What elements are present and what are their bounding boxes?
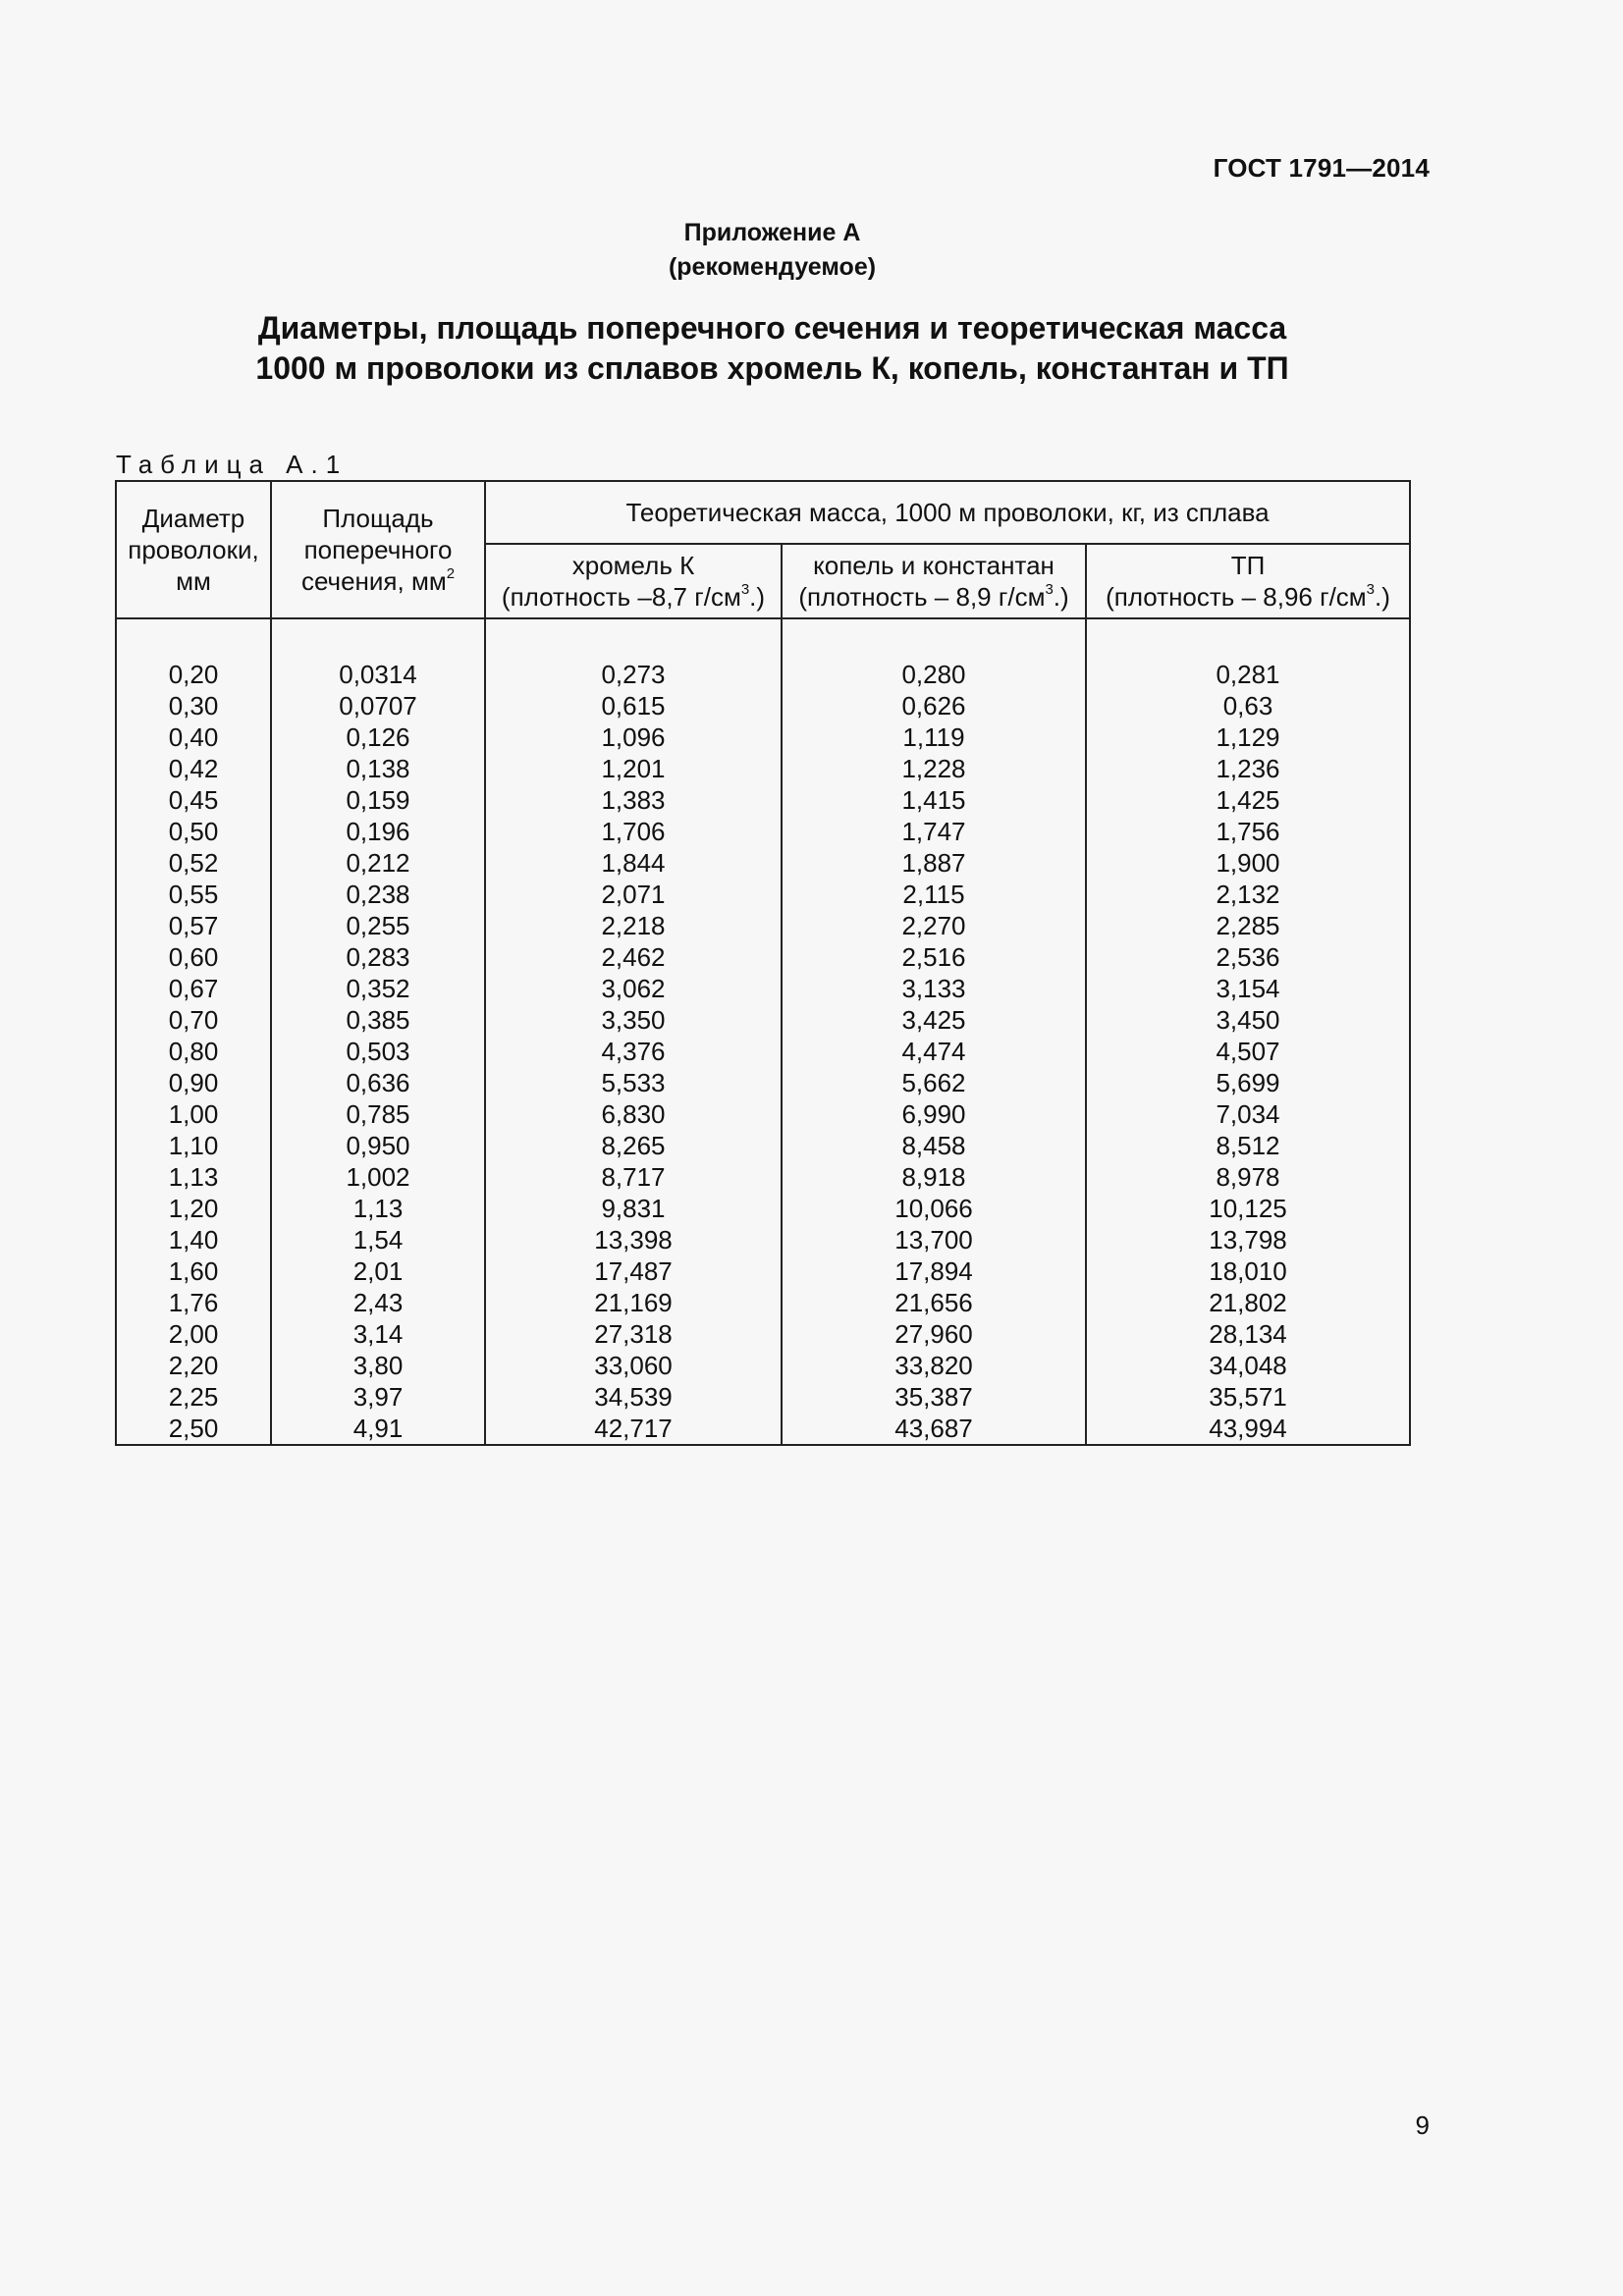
cell-mass-copel: 0,280 [782, 659, 1086, 690]
cell-mass-tp: 3,450 [1086, 1004, 1410, 1036]
table-row [116, 1350, 1410, 1381]
cell-mass-chromel: 9,831 [485, 1193, 782, 1224]
cell-mass-tp: 18,010 [1086, 1255, 1410, 1287]
cell-mass-copel: 17,894 [782, 1255, 1086, 1287]
table-row [116, 879, 1410, 910]
header-area: Площадь поперечного сечения, $мм^2$ [271, 481, 485, 618]
cell-diameter: 0,40 [116, 721, 271, 753]
table-row [116, 1098, 1410, 1130]
cell-mass-chromel: 1,383 [485, 784, 782, 816]
table-row [116, 1381, 1410, 1413]
cell-mass-chromel: 2,218 [485, 910, 782, 941]
cell-mass-copel: 8,458 [782, 1130, 1086, 1161]
cell-mass-copel: 2,115 [782, 879, 1086, 910]
table-spacer [116, 618, 1410, 659]
cell-mass-copel: 1,887 [782, 847, 1086, 879]
cell-area: 1,13 [271, 1193, 485, 1224]
table-row [116, 659, 1410, 690]
cell-diameter: 1,00 [116, 1098, 271, 1130]
table-row [116, 1130, 1410, 1161]
cell-area: 3,14 [271, 1318, 485, 1350]
table-row [116, 1287, 1410, 1318]
cell-mass-chromel: 42,717 [485, 1413, 782, 1445]
cell-area: 2,43 [271, 1287, 485, 1318]
table-row [116, 1067, 1410, 1098]
cell-area: 0,196 [271, 816, 485, 847]
table-row [116, 847, 1410, 879]
cell-mass-chromel: 2,071 [485, 879, 782, 910]
cell-mass-tp: 1,425 [1086, 784, 1410, 816]
cell-mass-chromel: 8,717 [485, 1161, 782, 1193]
cell-mass-chromel: 1,706 [485, 816, 782, 847]
cell-diameter: 2,20 [116, 1350, 271, 1381]
table-caption: Таблица А.1 [116, 450, 349, 479]
cell-diameter: 1,60 [116, 1255, 271, 1287]
cell-area: 0,0314 [271, 659, 485, 690]
cell-mass-tp: 10,125 [1086, 1193, 1410, 1224]
header-tp: ТП (плотность – 8,96 $г/см^3$.) [1086, 544, 1410, 618]
cell-mass-chromel: 21,169 [485, 1287, 782, 1318]
cell-mass-tp: 7,034 [1086, 1098, 1410, 1130]
cell-diameter: 0,50 [116, 816, 271, 847]
header-copel: копель и константан (плотность – 8,9 $г/см^3$.) [782, 544, 1086, 618]
cell-mass-tp: 2,536 [1086, 941, 1410, 973]
cell-mass-chromel: 1,844 [485, 847, 782, 879]
cell-mass-copel: 2,270 [782, 910, 1086, 941]
table-row [116, 1193, 1410, 1224]
wire-mass-table [115, 480, 1411, 1446]
title-line-2: 1000 м проволоки из сплавов хромель К, копель, константан и ТП [255, 350, 1289, 386]
cell-mass-chromel: 3,062 [485, 973, 782, 1004]
cell-mass-copel: 4,474 [782, 1036, 1086, 1067]
table-row [116, 1161, 1410, 1193]
cell-mass-copel: 27,960 [782, 1318, 1086, 1350]
table-row [116, 973, 1410, 1004]
cell-mass-copel: 43,687 [782, 1413, 1086, 1445]
header-diameter: Диаметр проволоки, мм [116, 481, 271, 618]
cell-mass-tp: 2,132 [1086, 879, 1410, 910]
cell-mass-tp: 34,048 [1086, 1350, 1410, 1381]
cell-mass-copel: 1,119 [782, 721, 1086, 753]
cell-diameter: 0,52 [116, 847, 271, 879]
cell-mass-copel: 1,228 [782, 753, 1086, 784]
table-row [116, 1036, 1410, 1067]
cell-mass-tp: 5,699 [1086, 1067, 1410, 1098]
cell-mass-copel: 35,387 [782, 1381, 1086, 1413]
cell-mass-tp: 35,571 [1086, 1381, 1410, 1413]
cell-area: 0,255 [271, 910, 485, 941]
cell-mass-chromel: 6,830 [485, 1098, 782, 1130]
cell-area: 0,159 [271, 784, 485, 816]
cell-mass-tp: 2,285 [1086, 910, 1410, 941]
cell-mass-tp: 8,512 [1086, 1130, 1410, 1161]
cell-diameter: 0,90 [116, 1067, 271, 1098]
table-row [116, 1255, 1410, 1287]
cell-mass-chromel: 13,398 [485, 1224, 782, 1255]
cell-mass-tp: 1,129 [1086, 721, 1410, 753]
cell-area: 0,138 [271, 753, 485, 784]
table-row [116, 1224, 1410, 1255]
cell-mass-tp: 0,63 [1086, 690, 1410, 721]
cell-diameter: 1,76 [116, 1287, 271, 1318]
cell-diameter: 0,55 [116, 879, 271, 910]
cell-mass-copel: 3,133 [782, 973, 1086, 1004]
table-row [116, 1004, 1410, 1036]
table-row [116, 784, 1410, 816]
table-row [116, 1318, 1410, 1350]
cell-area: 3,80 [271, 1350, 485, 1381]
cell-area: 0,126 [271, 721, 485, 753]
cell-mass-copel: 8,918 [782, 1161, 1086, 1193]
table-row [116, 1413, 1410, 1445]
cell-mass-chromel: 0,615 [485, 690, 782, 721]
table-row [116, 753, 1410, 784]
cell-mass-chromel: 4,376 [485, 1036, 782, 1067]
cell-mass-copel: 10,066 [782, 1193, 1086, 1224]
table-row [116, 721, 1410, 753]
cell-area: 0,385 [271, 1004, 485, 1036]
cell-mass-tp: 28,134 [1086, 1318, 1410, 1350]
cell-area: 4,91 [271, 1413, 485, 1445]
cell-mass-copel: 1,747 [782, 816, 1086, 847]
cell-diameter: 0,30 [116, 690, 271, 721]
table-row [116, 816, 1410, 847]
cell-mass-chromel: 34,539 [485, 1381, 782, 1413]
cell-mass-chromel: 1,201 [485, 753, 782, 784]
table-body [116, 618, 1410, 1445]
cell-mass-copel: 6,990 [782, 1098, 1086, 1130]
cell-mass-copel: 1,415 [782, 784, 1086, 816]
cell-mass-tp: 1,900 [1086, 847, 1410, 879]
cell-mass-tp: 4,507 [1086, 1036, 1410, 1067]
cell-diameter: 1,13 [116, 1161, 271, 1193]
cell-mass-copel: 13,700 [782, 1224, 1086, 1255]
cell-diameter: 0,70 [116, 1004, 271, 1036]
cell-diameter: 0,57 [116, 910, 271, 941]
cell-area: 0,352 [271, 973, 485, 1004]
cell-area: 0,0707 [271, 690, 485, 721]
table-row [116, 910, 1410, 941]
appendix-heading [0, 216, 1544, 285]
cell-mass-chromel: 3,350 [485, 1004, 782, 1036]
cell-area: 0,212 [271, 847, 485, 879]
cell-diameter: 2,25 [116, 1381, 271, 1413]
cell-mass-chromel: 1,096 [485, 721, 782, 753]
cell-area: 1,002 [271, 1161, 485, 1193]
cell-area: 0,950 [271, 1130, 485, 1161]
document-code: ГОСТ 1791—2014 [1213, 153, 1430, 183]
cell-mass-tp: 1,236 [1086, 753, 1410, 784]
cell-area: 0,636 [271, 1067, 485, 1098]
cell-area: 1,54 [271, 1224, 485, 1255]
cell-mass-copel: 21,656 [782, 1287, 1086, 1318]
cell-diameter: 2,50 [116, 1413, 271, 1445]
cell-diameter: 0,20 [116, 659, 271, 690]
header-mass-group: Теоретическая масса, 1000 м проволоки, кг, из сплава [485, 481, 1410, 544]
cell-mass-chromel: 5,533 [485, 1067, 782, 1098]
cell-mass-copel: 0,626 [782, 690, 1086, 721]
cell-mass-chromel: 33,060 [485, 1350, 782, 1381]
cell-mass-copel: 5,662 [782, 1067, 1086, 1098]
cell-area: 3,97 [271, 1381, 485, 1413]
cell-mass-tp: 0,281 [1086, 659, 1410, 690]
cell-diameter: 1,40 [116, 1224, 271, 1255]
appendix-type: (рекомендуемое) [668, 253, 877, 281]
cell-mass-tp: 13,798 [1086, 1224, 1410, 1255]
cell-diameter: 0,42 [116, 753, 271, 784]
cell-diameter: 0,67 [116, 973, 271, 1004]
cell-area: 2,01 [271, 1255, 485, 1287]
cell-area: 0,503 [271, 1036, 485, 1067]
cell-mass-tp: 8,978 [1086, 1161, 1410, 1193]
page-number: 9 [1415, 2110, 1430, 2140]
cell-mass-chromel: 2,462 [485, 941, 782, 973]
table-row [116, 941, 1410, 973]
cell-diameter: 1,20 [116, 1193, 271, 1224]
cell-mass-chromel: 17,487 [485, 1255, 782, 1287]
cell-area: 0,785 [271, 1098, 485, 1130]
cell-diameter: 0,60 [116, 941, 271, 973]
table-row [116, 690, 1410, 721]
cell-mass-tp: 43,994 [1086, 1413, 1410, 1445]
cell-diameter: 0,45 [116, 784, 271, 816]
appendix-label: Приложение А [683, 219, 861, 246]
cell-diameter: 0,80 [116, 1036, 271, 1067]
cell-area: 0,283 [271, 941, 485, 973]
cell-area: 0,238 [271, 879, 485, 910]
cell-mass-tp: 3,154 [1086, 973, 1410, 1004]
page-title [0, 308, 1544, 389]
cell-mass-copel: 3,425 [782, 1004, 1086, 1036]
header-chromel: хромель К (плотность –8,7 $г/см^3$.) [485, 544, 782, 618]
cell-diameter: 1,10 [116, 1130, 271, 1161]
cell-mass-copel: 2,516 [782, 941, 1086, 973]
cell-mass-chromel: 27,318 [485, 1318, 782, 1350]
cell-mass-chromel: 8,265 [485, 1130, 782, 1161]
cell-mass-tp: 21,802 [1086, 1287, 1410, 1318]
cell-mass-tp: 1,756 [1086, 816, 1410, 847]
cell-mass-chromel: 0,273 [485, 659, 782, 690]
cell-diameter: 2,00 [116, 1318, 271, 1350]
cell-mass-copel: 33,820 [782, 1350, 1086, 1381]
title-line-1: Диаметры, площадь поперечного сечения и теоретическая масса [257, 310, 1287, 346]
